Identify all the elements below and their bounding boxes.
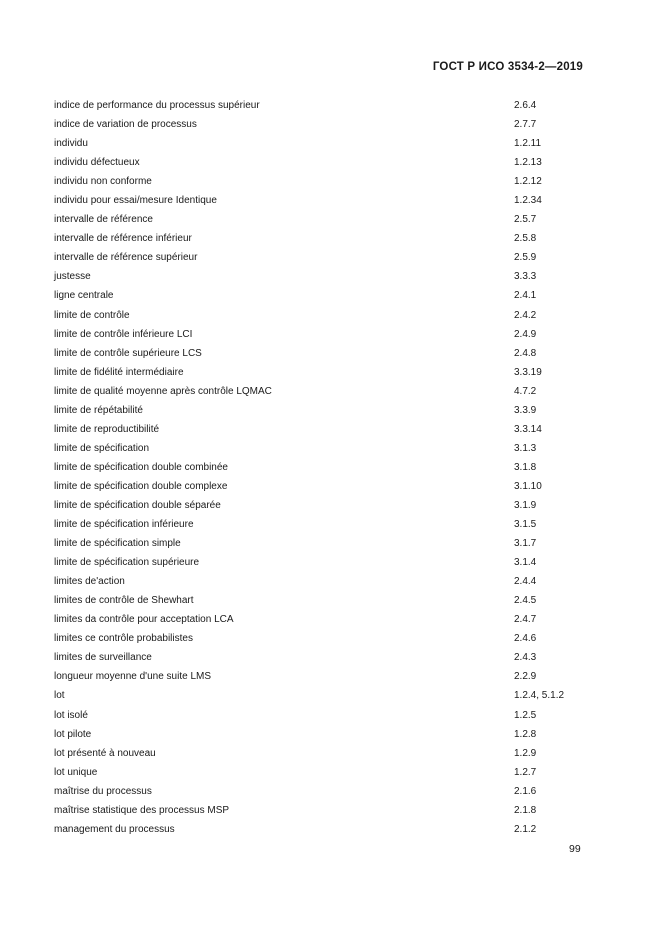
index-reference: 3.1.5 [514,519,537,531]
index-term: lot isolé [54,709,88,721]
index-term: limites da contrôle pour acceptation LCA [54,614,234,626]
index-reference: 3.3.14 [514,423,542,435]
index-reference: 1.2.12 [514,176,542,188]
index-reference: 3.3.19 [514,366,542,378]
index-entry [54,782,594,801]
index-entry [54,306,594,325]
index-reference: 1.2.7 [514,766,537,778]
index-reference: 1.2.11 [514,138,542,150]
index-term: limite de contrôle [54,309,130,321]
index-reference: 2.5.9 [514,252,537,264]
index-entry [54,172,594,191]
index-reference: 1.2.13 [514,157,542,169]
index-entry [54,629,594,648]
index-entry [54,725,594,744]
index-entry [54,572,594,591]
index-reference: 1.2.34 [514,195,542,207]
index-reference: 2.4.8 [514,347,537,359]
index-term: longueur moyenne d'une suite LMS [54,671,212,683]
index-reference: 3.1.10 [514,480,542,492]
index-term: limite de fidélité intermédiaire [54,366,184,378]
index-term: intervalle de référence inférieur [54,233,192,245]
index-term: lot unique [54,766,98,778]
index-term: limite de spécification double séparée [54,499,221,511]
index-term: ligne centrale [54,290,114,302]
index-reference: 2.4.1 [514,290,537,302]
index-term: limite de spécification [54,442,150,454]
index-reference: 2.4.9 [514,328,537,340]
index-reference: 1.2.5 [514,709,537,721]
document-header: ГОСТ Р ИСО 3534-2—2019 [432,61,583,73]
index-entry [54,744,594,763]
index-reference: 3.1.3 [514,442,537,454]
index-entry [54,229,594,248]
index-term: limite de spécification double complexe [54,480,228,492]
index-term: limites de surveillance [54,652,152,664]
index-entry [54,134,594,153]
index-entry [54,191,594,210]
index-term: intervalle de référence [54,214,153,226]
index-term: limite de spécification double combinée [54,461,228,473]
index-entry [54,153,594,172]
index-entry [54,286,594,305]
index-term: limite de contrôle supérieure LCS [54,347,202,359]
index-term: maîtrise du processus [54,785,152,797]
index-reference: 2.5.7 [514,214,537,226]
index-reference: 3.1.7 [514,538,537,550]
index-term: management du processus [54,823,175,835]
index-term: intervalle de référence supérieur [54,252,198,264]
index-term: limite de qualité moyenne après contrôle LQMAC [54,385,272,397]
index-term: maîtrise statistique des processus MSP [54,804,230,816]
index-entry [54,667,594,686]
index-entry [54,496,594,515]
index-reference: 2.1.2 [514,823,537,835]
index-entry [54,477,594,496]
index-reference: 3.1.9 [514,499,537,511]
index-reference: 2.4.2 [514,309,537,321]
index-entry [54,115,594,134]
index-reference: 2.7.7 [514,119,537,131]
index-term: justesse [54,271,91,283]
index-entry [54,648,594,667]
index-entry [54,96,594,115]
index-reference: 2.4.6 [514,633,537,645]
index-entry [54,763,594,782]
index-entry [54,267,594,286]
index-reference: 4.7.2 [514,385,537,397]
index-entry [54,344,594,363]
index-term: lot [54,690,65,702]
index-entry [54,686,594,705]
index-term: limite de spécification inférieure [54,519,194,531]
index-term: individu défectueux [54,157,140,169]
index-term: individu pour essai/mesure Identique [54,195,217,207]
index-entry [54,401,594,420]
index-term: limite de reproductibilité [54,423,160,435]
index-entry [54,382,594,401]
index-reference: 3.1.4 [514,557,537,569]
index-reference: 1.2.4, 5.1.2 [514,690,565,702]
index-entry [54,534,594,553]
index-entry [54,591,594,610]
index-reference: 2.5.8 [514,233,537,245]
alphabetical-index [54,96,594,839]
index-term: limite de répétabilité [54,404,143,416]
index-reference: 2.4.5 [514,595,537,607]
index-term: limites ce contrôle probabilistes [54,633,193,645]
index-reference: 2.4.7 [514,614,537,626]
index-entry [54,801,594,820]
index-term: individu [54,138,88,150]
index-reference: 2.1.8 [514,804,537,816]
index-reference: 3.1.8 [514,461,537,473]
index-reference: 1.2.8 [514,728,537,740]
index-term: limite de spécification supérieure [54,557,200,569]
page-number: 99 [569,843,581,855]
index-term: indice de variation de processus [54,119,197,131]
index-entry [54,439,594,458]
index-term: limite de spécification simple [54,538,181,550]
index-term: limites de'action [54,576,125,588]
index-entry [54,706,594,725]
index-entry [54,210,594,229]
index-term: indice de performance du processus supérieur [54,100,260,111]
index-entry [54,325,594,344]
index-entry [54,248,594,267]
index-entry [54,515,594,534]
index-reference: 1.2.9 [514,747,537,759]
index-term: individu non conforme [54,176,152,188]
index-entry [54,363,594,382]
index-entry [54,820,594,839]
index-reference: 3.3.3 [514,271,537,283]
index-reference: 2.6.4 [514,100,537,111]
index-entry [54,420,594,439]
index-entry [54,458,594,477]
index-entry [54,553,594,572]
index-term: limite de contrôle inférieure LCI [54,328,193,340]
index-term: lot pilote [54,728,92,740]
index-entry [54,610,594,629]
index-reference: 2.4.4 [514,576,537,588]
index-reference: 2.1.6 [514,785,537,797]
index-term: limites de contrôle de Shewhart [54,595,194,607]
index-reference: 2.4.3 [514,652,537,664]
index-reference: 3.3.9 [514,404,537,416]
index-term: lot présenté à nouveau [54,747,156,759]
index-reference: 2.2.9 [514,671,537,683]
